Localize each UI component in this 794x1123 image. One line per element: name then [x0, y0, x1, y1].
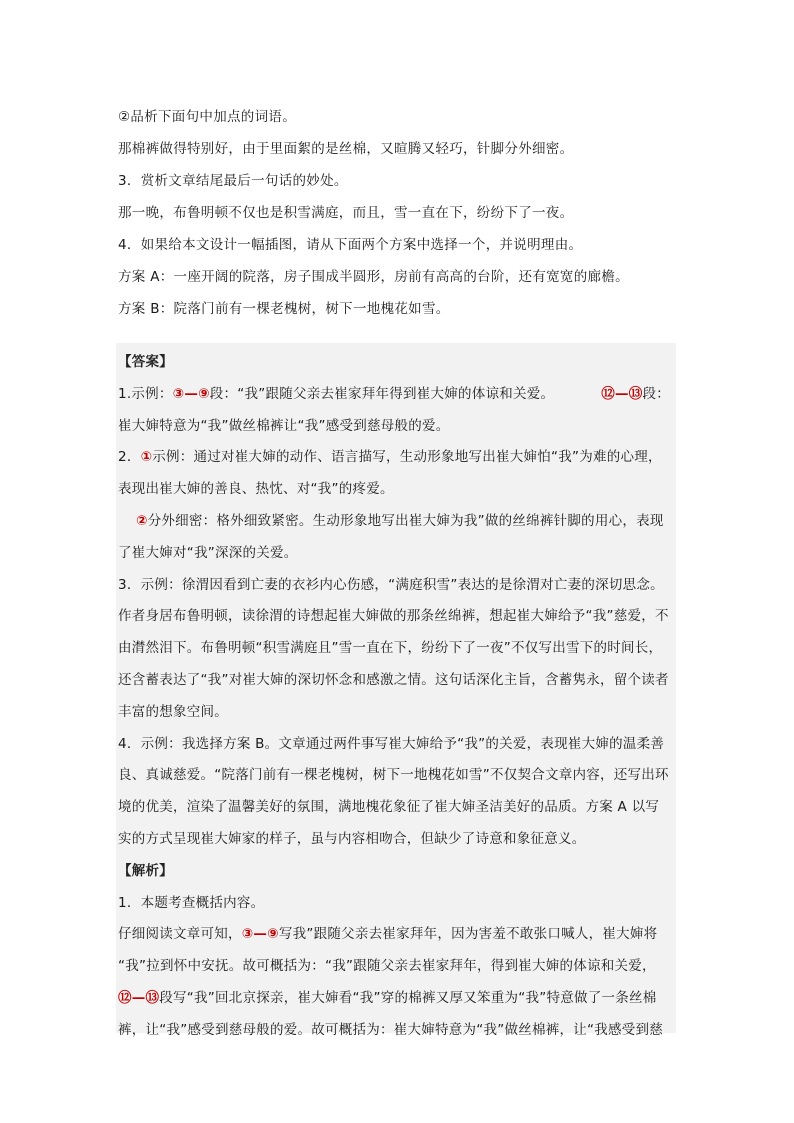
question-section: [118, 101, 678, 325]
item-mark: ②: [136, 512, 148, 529]
answer-2-line: [118, 506, 674, 538]
question-line: 方案 B：院落门前有一棵老槐树，树下一地槐花如雪。: [118, 301, 450, 317]
answer-2-prefix: 2．: [118, 449, 141, 466]
question-line: 4．如果给本文设计一幅插图，请从下面两个方案中选择一个，并说明理由。: [118, 237, 583, 253]
answer-1-text: 段：“我”跟随父亲去崔家拜年得到崔大婶的体谅和关爱。: [209, 385, 555, 402]
question-line: 3．赏析文章结尾最后一句话的妙处。: [118, 173, 348, 189]
answer-3-line: 由潸然泪下。布鲁明顿“积雪满庭且”雪一直在下，纷纷下了一夜”不仅写出雪下的时间长，: [118, 640, 663, 657]
answer-2-line: 表现出崔大婶的善良、热忱、对“我”的疼爱。: [118, 481, 394, 498]
answer-4-line: 4．示例：我选择方案 B。文章通过两件事写崔大婶给予“我”的关爱，表现崔大婶的温柔善: [118, 735, 665, 752]
paragraph-range-mark: ⑫—⑬: [118, 989, 160, 1006]
answer-3-line: 丰富的想象空间。: [118, 703, 228, 720]
analysis-text: 段写“我”回北京探亲，崔大婶看“我”穿的棉裤又厚又笨重为“我”特意做了一条丝棉: [159, 989, 657, 1006]
question-line: 那一晚，布鲁明顿不仅也是积雪满庭，而且，雪一直在下，纷纷下了一夜。: [118, 205, 574, 221]
analysis-heading: 【解析】: [118, 862, 173, 879]
answer-analysis-block: [116, 343, 676, 1038]
analysis-line: [118, 919, 674, 951]
answer-1-prefix: 1.示例：: [118, 385, 173, 402]
analysis-prefix: 仔细阅读文章可知，: [118, 926, 242, 943]
item-mark: ①: [140, 449, 153, 466]
answer-1-right-text: 段：: [642, 385, 670, 402]
analysis-line: 裤，让“我”感受到慈母般的爱。故可概括为：崔大婶特意为“我”做丝棉裤，让“我感受到慈: [118, 1021, 663, 1038]
analysis-line: 1．本题考查概括内容。: [118, 894, 265, 911]
analysis-text: 写我”跟随父亲去崔家拜年，因为害羞不敢张口喊人，崔大婶将: [278, 926, 658, 943]
answer-1-line: [118, 379, 674, 411]
question-line: 方案 A：一座开阔的院落，房子围成半圆形，房前有高高的台阶，还有宽宽的廊檐。: [118, 269, 629, 285]
answer-2-line: [118, 442, 674, 474]
answer-3-line: 作者身居布鲁明顿，读徐渭的诗想起崔大婶做的那条丝绵裤，想起崔大婶给予“我”慈爱，不: [118, 608, 669, 625]
answer-2-text: 示例：通过对崔大婶的动作、语言描写，生动形象地写出崔大婶怕“我”为难的心理，: [152, 449, 662, 466]
answer-1-line: 崔大婶特意为“我”做丝棉裤让“我”感受到慈母般的爱。: [118, 417, 450, 434]
paragraph-range-mark: ⑫—⑬: [601, 385, 643, 402]
question-line: 那棉裤做得特别好，由于里面絮的是丝棉，又暄腾又轻巧，针脚分外细密。: [118, 141, 574, 157]
question-line: ②品析下面句中加点的词语。: [118, 109, 297, 125]
answer-1-right: [601, 379, 670, 411]
analysis-line: [118, 983, 674, 1015]
answer-4-line: 实的方式呈现崔大婶家的样子，虽与内容相吻合，但缺少了诗意和象征意义。: [118, 830, 586, 847]
paragraph-range-mark: ③—⑨: [241, 926, 279, 943]
answer-2-line: 了崔大婶对“我”深深的关爱。: [118, 544, 298, 561]
answer-4-line: 良、真诚慈爱。“院落门前有一棵老槐树，树下一地槐花如雪”不仅契合文章内容，还写出环: [118, 767, 669, 784]
answer-2-text: 分外细密：格外细致紧密。生动形象地写出崔大婶为我”做的丝绵裤针脚的用心，表现: [147, 512, 664, 529]
answer-4-line: 境的优美，渲染了温馨美好的氛围，满地槐花象征了崔大婶圣洁美好的品质。方案 A 以写: [118, 799, 660, 816]
answer-heading: 【答案】: [118, 354, 173, 370]
answer-3-line: 还含蓄表达了“我”对崔大婶的深切怀念和感激之情。这句话深化主旨，含蓄隽永，留个读者: [118, 671, 669, 688]
paragraph-range-mark: ③—⑨: [172, 385, 210, 402]
analysis-line: “我”拉到怀中安抚。故可概括为：“我”跟随父亲去崔家拜年，得到崔大婶的体谅和关爱，: [118, 958, 656, 975]
answer-3-line: 3．示例：徐渭因看到亡妻的衣衫内心伤感，“满庭积雪”表达的是徐渭对亡妻的深切思念。: [118, 576, 664, 593]
